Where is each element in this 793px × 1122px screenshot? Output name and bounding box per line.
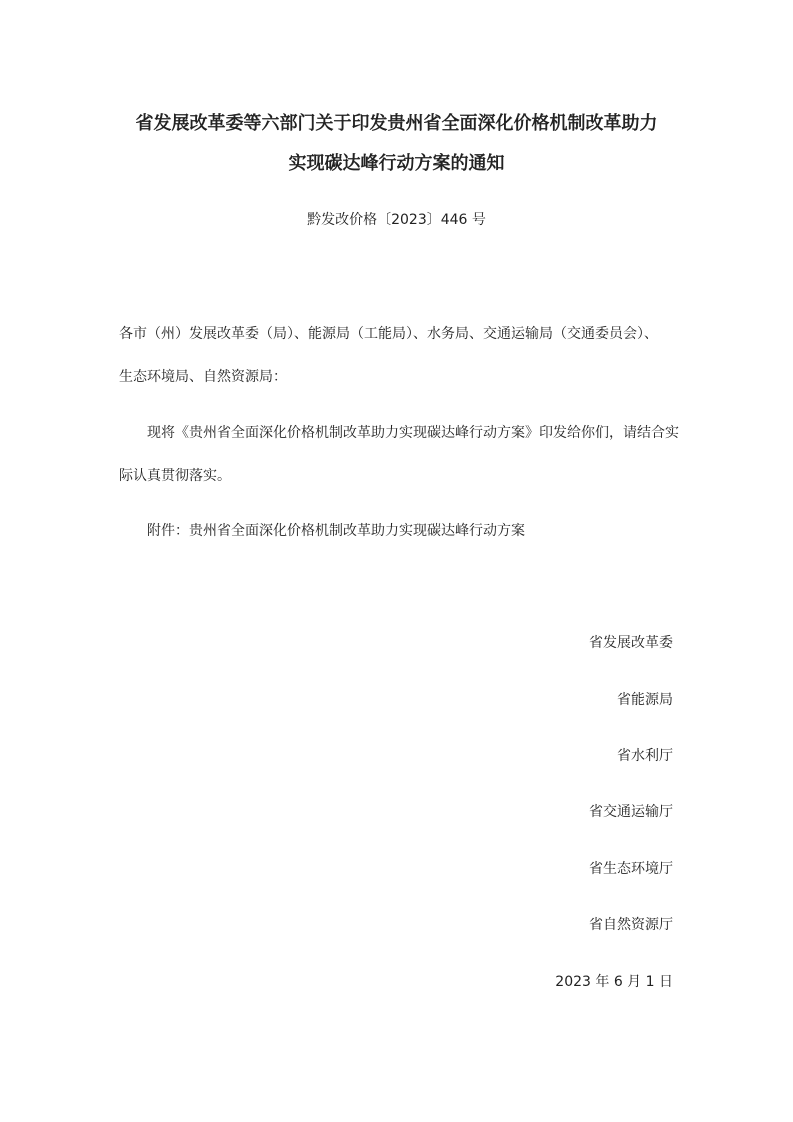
document-number: 黔发改价格〔2023〕446 号 (307, 212, 486, 228)
signatory-energy: 省能源局 (617, 692, 673, 708)
document-date: 2023 年 6 月 1 日 (555, 974, 673, 990)
signatory-ecology: 省生态环境厅 (589, 861, 673, 877)
signatory-transport: 省交通运输厅 (589, 804, 673, 820)
signatory-water: 省水利厅 (617, 748, 673, 764)
attachment-line: 附件：贵州省全面深化价格机制改革助力实现碳达峰行动方案 (147, 523, 525, 539)
document-title-line2: 实现碳达峰行动方案的通知 (288, 153, 505, 174)
body-paragraph-line1: 现将《贵州省全面深化价格机制改革助力实现碳达峰行动方案》印发给你们，请结合实 (147, 425, 679, 441)
body-paragraph-line2: 际认真贯彻落实。 (119, 468, 231, 484)
signatory-natural-resources: 省自然资源厅 (589, 917, 673, 933)
signatory-development-reform: 省发展改革委 (589, 635, 673, 651)
addressee-line1: 各市（州）发展改革委（局）、能源局（工能局）、水务局、交通运输局（交通委员会）、 (119, 326, 658, 342)
document-title-line1: 省发展改革委等六部门关于印发贵州省全面深化价格机制改革助力 (135, 113, 658, 134)
addressee-line2: 生态环境局、自然资源局： (119, 369, 287, 385)
